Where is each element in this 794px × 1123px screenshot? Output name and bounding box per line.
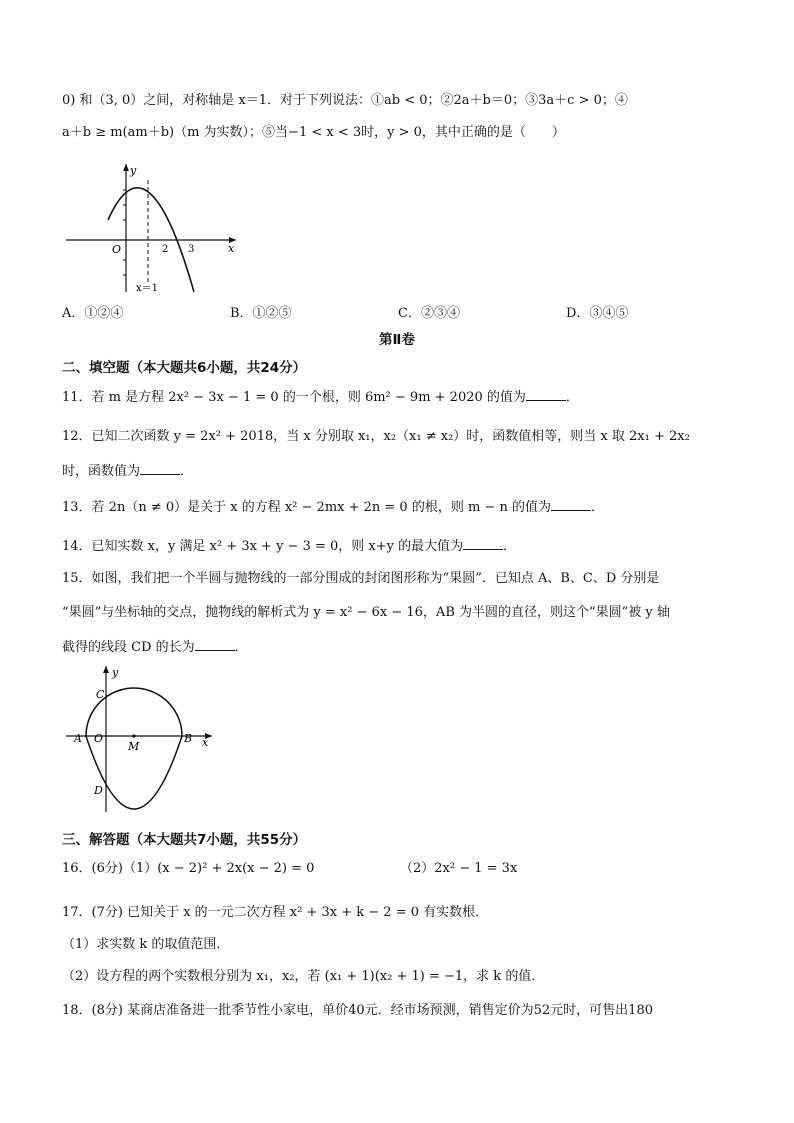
q15-graph-c-label: C	[96, 688, 105, 701]
q10-line2: a＋b ≥ m(am＋b)（m 为实数）；⑤当−1 < x < 3时，y > 0，其中正确的是（ ）	[62, 125, 565, 140]
q13-text	[62, 498, 604, 517]
section3-heading: 三、解答题（本大题共7小题，共55分）	[62, 832, 307, 848]
q10-graph-x-label: x	[228, 242, 235, 255]
q14-period: ．	[503, 539, 517, 554]
q10-option-d[interactable]: D．③④⑤	[566, 306, 629, 321]
q11-answer-blank[interactable]	[526, 388, 566, 401]
q11-stem: 11．若 m 是方程 2x² − 3x − 1 = 0 的一个根，则 6m² − 9m + 2020 的值为	[62, 390, 526, 405]
part2-title: 第Ⅱ卷	[379, 332, 415, 348]
q13-stem: 13．若 2n（n ≠ 0）是关于 x 的方程 x² − 2mx + 2n = 0 的根，则 m − n 的值为	[62, 500, 551, 515]
q12-answer-blank[interactable]	[140, 462, 180, 475]
q15-graph-x-label: x	[202, 736, 209, 749]
q15-graph-y-label: y	[112, 666, 119, 679]
section2-heading: 二、填空题（本大题共6小题，共24分）	[62, 360, 307, 376]
q12-period: ．	[180, 464, 194, 479]
q10-graph-axis-label: x＝1	[136, 283, 159, 294]
q14-stem: 14．已知实数 x，y 满足 x² + 3x + y − 3 = 0，则 x+y 的最大值为	[62, 539, 464, 554]
q13-period: ．	[590, 500, 604, 515]
q12-line1: 12．已知二次函数 y = 2x² + 2018，当 x 分别取 x₁，x₂（x₁ ≠ x₂）时，函数值相等，则当 x 取 2x₁ + 2x₂	[62, 429, 690, 444]
q12-line2	[62, 462, 193, 481]
q15-graph-d-label: D	[94, 784, 103, 797]
q15-graph-m-label: M	[128, 740, 140, 753]
q11-text	[62, 388, 579, 407]
q17-line1: 17．(7分) 已知关于 x 的一元二次方程 x² + 3x + k − 2 = 0 有实数根．	[62, 905, 489, 920]
q15-answer-blank[interactable]	[195, 638, 235, 651]
q10-option-b[interactable]: B．①②⑤	[230, 306, 292, 321]
q15-fruit-circle-graph	[62, 662, 222, 814]
q11-period: ．	[565, 390, 579, 405]
q10-graph-tick-2: 2	[162, 244, 169, 255]
q12-stem-end: 时，函数值为	[62, 464, 141, 479]
q10-option-a[interactable]: A．①②④	[62, 306, 124, 321]
q15-line1: 15．如图，我们把一个半圆与抛物线的一部分围成的封闭图形称为“果圆”．已知点 A、B、C、D 分别是	[62, 571, 660, 586]
q15-stem-end: 截得的线段 CD 的长为	[62, 640, 195, 655]
q15-period: ．	[234, 640, 248, 655]
q15-line3	[62, 638, 248, 657]
q10-option-c[interactable]: C．②③④	[398, 306, 460, 321]
q10-graph-origin-label: O	[112, 243, 122, 256]
q10-graph-y-label: y	[130, 164, 137, 177]
q16-part2: （2）2x² − 1 = 3x	[400, 861, 518, 876]
q15-graph-b-label: B	[184, 732, 193, 745]
q13-answer-blank[interactable]	[551, 498, 591, 511]
q14-answer-blank[interactable]	[463, 537, 503, 550]
q10-graph-tick-3: 3	[188, 244, 195, 255]
q10-parabola-graph	[62, 160, 242, 295]
q16-part1: 16．(6分)（1）(x − 2)² + 2x(x − 2) = 0	[62, 861, 315, 876]
q15-graph-a-label: A	[74, 732, 82, 745]
q14-text	[62, 537, 516, 556]
q17-line2: （1）求实数 k 的取值范围．	[62, 937, 230, 952]
q10-line1: 0) 和（3, 0）之间，对称轴是 x＝1．对于下列说法：①ab < 0；②2a＋b＝0；③3a＋c > 0；④	[62, 93, 628, 108]
q15-graph-o-label: O	[94, 732, 104, 745]
q18-line1: 18．(8分) 某商店准备进一批季节性小家电，单价40元．经市场预测，销售定价为52元时，可售出180	[62, 1003, 653, 1018]
q17-line3: （2）设方程的两个实数根分别为 x₁，x₂，若 (x₁ + 1)(x₂ + 1) = −1，求 k 的值．	[62, 969, 545, 984]
q15-line2: “果圆”与坐标轴的交点，抛物线的解析式为 y = x² − 6x − 16，AB 为半圆的直径，则这个“果圆”被 y 轴	[62, 605, 670, 620]
